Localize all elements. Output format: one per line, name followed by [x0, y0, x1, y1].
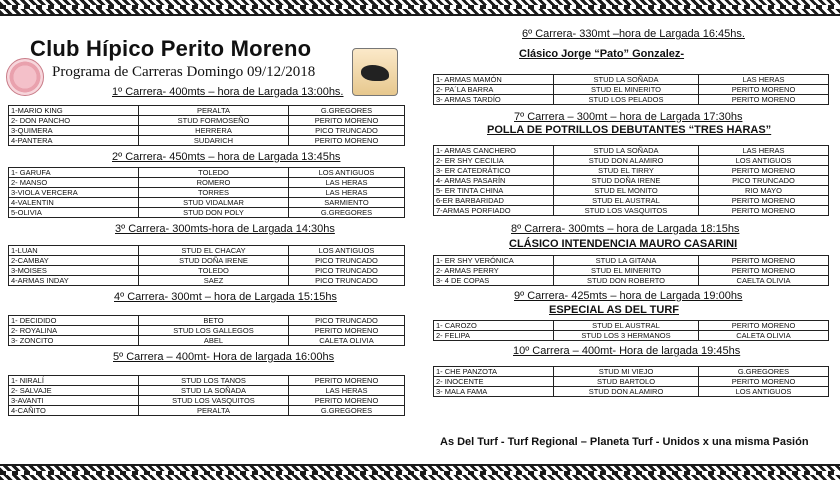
stud-name: HERRERA	[139, 126, 289, 136]
table-row	[9, 246, 405, 256]
horse-name: 2- DON PANCHO	[9, 116, 139, 126]
origin-city: LAS HERAS	[699, 146, 829, 156]
horse-name: 1- GARUFA	[9, 168, 139, 178]
origin-city: PICO TRUNCADO	[699, 176, 829, 186]
table-row	[9, 336, 405, 346]
race-1-table	[8, 105, 405, 146]
stud-name: STUD EL MONITO	[554, 186, 699, 196]
origin-city: CALETA OLIVIA	[289, 336, 405, 346]
origin-city: G.GREGORES	[289, 406, 405, 416]
race-7-heading: 7º Carrera – 300mt – hora de Largada 17:30hs	[514, 111, 743, 123]
table-row	[9, 198, 405, 208]
stud-name: STUD EL AUSTRAL	[554, 321, 699, 331]
table-row	[434, 387, 829, 397]
table-row	[9, 126, 405, 136]
race-10-table	[433, 366, 829, 397]
horse-name: 1- ER SHY VERÓNICA	[434, 256, 554, 266]
table-row	[9, 396, 405, 406]
table-row	[434, 146, 829, 156]
race-10-heading: 10º Carrera – 400mt- Hora de largada 19:45hs	[513, 345, 741, 357]
table-row	[9, 136, 405, 146]
table-row	[434, 166, 829, 176]
race-5-table	[8, 375, 405, 416]
table-row	[434, 266, 829, 276]
horse-name: 6-ER BARBARIDAD	[434, 196, 554, 206]
origin-city: PICO TRUNCADO	[289, 266, 405, 276]
origin-city: LAS HERAS	[289, 178, 405, 188]
race-2-heading: 2º Carrera- 450mts – hora de Largada 13:45hs	[112, 151, 341, 163]
table-row	[9, 386, 405, 396]
stud-name: SAEZ	[139, 276, 289, 286]
horse-name: 1-MARIO KING	[9, 106, 139, 116]
stud-name: STUD VIDALMAR	[139, 198, 289, 208]
horse-name: 3-MOISES	[9, 266, 139, 276]
origin-city: PICO TRUNCADO	[289, 126, 405, 136]
origin-city: LOS ANTIGUOS	[289, 246, 405, 256]
horse-name: 3- ZONCITO	[9, 336, 139, 346]
table-row	[434, 75, 829, 85]
origin-city: LAS HERAS	[289, 386, 405, 396]
origin-city: LAS HERAS	[699, 75, 829, 85]
horse-name: 1-LUAN	[9, 246, 139, 256]
table-row	[434, 85, 829, 95]
origin-city: PERITO MORENO	[289, 396, 405, 406]
horse-name: 3-VIOLA VERCERA	[9, 188, 139, 198]
stud-name: STUD LOS TANOS	[139, 376, 289, 386]
origin-city: PERITO MORENO	[699, 85, 829, 95]
origin-city: PICO TRUNCADO	[289, 276, 405, 286]
footer-tagline: As Del Turf - Turf Regional – Planeta Turf - Unidos x una misma Pasión	[440, 436, 809, 448]
race-5-heading: 5º Carrera – 400mt- Hora de largada 16:00hs	[113, 351, 335, 363]
race-7-title: POLLA DE POTRILLOS DEBUTANTES “TRES HARAS”	[487, 124, 772, 136]
table-row	[434, 196, 829, 206]
origin-city: PERITO MORENO	[699, 166, 829, 176]
origin-city: PERITO MORENO	[289, 376, 405, 386]
origin-city: PICO TRUNCADO	[289, 316, 405, 326]
horse-icon	[361, 65, 389, 81]
race-4-table	[8, 315, 405, 346]
horse-name: 2- ROYALINA	[9, 326, 139, 336]
table-row	[9, 188, 405, 198]
stud-name: STUD LOS VASQUITOS	[554, 206, 699, 216]
horse-name: 1- CAROZO	[434, 321, 554, 331]
stud-name: STUD DOÑA IRENE	[139, 256, 289, 266]
origin-city: SARMIENTO	[289, 198, 405, 208]
origin-city: PICO TRUNCADO	[289, 256, 405, 266]
horse-name: 3- ER CATEDRÁTICO	[434, 166, 554, 176]
horse-name: 2- INOCENTE	[434, 377, 554, 387]
stud-name: STUD EL AUSTRAL	[554, 196, 699, 206]
club-title: Club Hípico Perito Moreno	[30, 36, 312, 61]
stud-name: STUD LOS GALLEGOS	[139, 326, 289, 336]
table-row	[434, 206, 829, 216]
horse-name: 3- 4 DE COPAS	[434, 276, 554, 286]
horse-name: 2-CAMBAY	[9, 256, 139, 266]
race-6-table	[433, 74, 829, 105]
stud-name: STUD LA SOÑADA	[554, 75, 699, 85]
stud-name: STUD LOS VASQUITOS	[139, 396, 289, 406]
horse-name: 1- DECIDIDO	[9, 316, 139, 326]
table-row	[9, 178, 405, 188]
horse-name: 4-CAÑITO	[9, 406, 139, 416]
table-row	[9, 316, 405, 326]
origin-city: PERITO MORENO	[699, 321, 829, 331]
table-row	[434, 331, 829, 341]
table-row	[9, 106, 405, 116]
horse-name: 4-PANTERA	[9, 136, 139, 146]
table-row	[9, 256, 405, 266]
table-row	[9, 276, 405, 286]
origin-city: PERITO MORENO	[699, 206, 829, 216]
horse-name: 4-VALENTIN	[9, 198, 139, 208]
origin-city: LAS HERAS	[289, 188, 405, 198]
stud-name: STUD LOS PELADOS	[554, 95, 699, 105]
table-row	[9, 326, 405, 336]
stud-name: STUD DON POLY	[139, 208, 289, 218]
horse-name: 2- PA´LA BARRA	[434, 85, 554, 95]
decorative-bottom-border	[0, 464, 840, 480]
stud-name: STUD LA SOÑADA	[554, 146, 699, 156]
horse-name: 1- ARMAS CANCHERO	[434, 146, 554, 156]
horse-name: 3-AVANTI	[9, 396, 139, 406]
origin-city: PERITO MORENO	[289, 116, 405, 126]
race-9-table	[433, 320, 829, 341]
table-row	[434, 95, 829, 105]
stud-name: STUD DON ALAMIRO	[554, 156, 699, 166]
table-row	[434, 276, 829, 286]
stud-name: STUD DON ROBERTO	[554, 276, 699, 286]
origin-city: PERITO MORENO	[699, 377, 829, 387]
table-row	[434, 321, 829, 331]
stud-name: SUDARICH	[139, 136, 289, 146]
horse-name: 2- ARMAS PERRY	[434, 266, 554, 276]
origin-city: LOS ANTIGUOS	[699, 156, 829, 166]
horse-name: 5-OLIVIA	[9, 208, 139, 218]
table-row	[434, 176, 829, 186]
origin-city: CAELTA OLIVIA	[699, 276, 829, 286]
stud-name: STUD LA GITANA	[554, 256, 699, 266]
race-9-title: ESPECIAL AS DEL TURF	[549, 304, 679, 316]
table-row	[9, 168, 405, 178]
stud-name: STUD DON ALAMIRO	[554, 387, 699, 397]
origin-city: G.GREGORES	[289, 208, 405, 218]
horse-name: 3- MALA FAMA	[434, 387, 554, 397]
origin-city: PERITO MORENO	[699, 256, 829, 266]
stud-name: BETO	[139, 316, 289, 326]
origin-city: PERITO MORENO	[699, 95, 829, 105]
race-8-title: CLÁSICO INTENDENCIA MAURO CASARINI	[509, 238, 738, 250]
horse-name: 3- ARMAS TARDÍO	[434, 95, 554, 105]
race-9-heading: 9º Carrera- 425mts – hora de Largada 19:00hs	[514, 290, 743, 302]
origin-city: LOS ANTIGUOS	[289, 168, 405, 178]
stud-name: STUD LOS 3 HERMANOS	[554, 331, 699, 341]
horse-name: 4-ARMAS INDAY	[9, 276, 139, 286]
stud-name: TOLEDO	[139, 168, 289, 178]
origin-city: G.GREGORES	[699, 367, 829, 377]
race-8-heading: 8º Carrera- 300mts – hora de Largada 18:15hs	[511, 223, 740, 235]
table-row	[9, 208, 405, 218]
horse-name: 2- ER SHY CECILIA	[434, 156, 554, 166]
table-row	[434, 186, 829, 196]
table-row	[434, 256, 829, 266]
race-6-title: Clásico Jorge “Pato” Gonzalez-	[519, 48, 685, 60]
horse-name: 1- NIRALÍ	[9, 376, 139, 386]
race-8-table	[433, 255, 829, 286]
horse-name: 5- ER TINTA CHINA	[434, 186, 554, 196]
table-row	[9, 266, 405, 276]
stud-name: STUD EL MINERITO	[554, 85, 699, 95]
club-seal-logo	[6, 58, 44, 96]
horse-name: 2- SALVAJE	[9, 386, 139, 396]
table-row	[434, 156, 829, 166]
table-row	[9, 406, 405, 416]
stud-name: STUD EL TIRRY	[554, 166, 699, 176]
origin-city: PERITO MORENO	[699, 266, 829, 276]
horse-name: 2- FELIPA	[434, 331, 554, 341]
race-6-heading: 6º Carrera- 330mt –hora de Largada 16:45hs.	[522, 28, 745, 40]
stud-name: STUD DOÑA IRENE	[554, 176, 699, 186]
table-row	[9, 376, 405, 386]
stud-name: TOLEDO	[139, 266, 289, 276]
table-row	[434, 377, 829, 387]
race-3-heading: 3º Carrera- 300mts-hora de Largada 14:30hs	[115, 223, 335, 235]
decorative-top-border	[0, 0, 840, 16]
program-subtitle: Programa de Carreras Domingo 09/12/2018	[52, 64, 316, 80]
horse-name: 7-ARMAS PORFIADO	[434, 206, 554, 216]
stud-name: STUD MI VIEJO	[554, 367, 699, 377]
origin-city: PERITO MORENO	[699, 196, 829, 206]
stud-name: ABEL	[139, 336, 289, 346]
origin-city: LOS ANTIGUOS	[699, 387, 829, 397]
stud-name: PERALTA	[139, 106, 289, 116]
race-4-heading: 4º Carrera- 300mt – hora de Largada 15:15hs	[114, 291, 337, 303]
stud-name: ROMERO	[139, 178, 289, 188]
race-7-table	[433, 145, 829, 216]
horse-name: 1- ARMAS MAMÓN	[434, 75, 554, 85]
horse-name: 3-QUIMERA	[9, 126, 139, 136]
stud-name: STUD BARTOLO	[554, 377, 699, 387]
stud-name: TORRES	[139, 188, 289, 198]
origin-city: RIO MAYO	[699, 186, 829, 196]
horse-name: 2- MANSO	[9, 178, 139, 188]
race-1-heading: 1º Carrera- 400mts – hora de Largada 13:00hs.	[112, 86, 344, 98]
horse-name: 1- CHE PANZOTA	[434, 367, 554, 377]
horse-name: 4- ARMAS PASARÍN	[434, 176, 554, 186]
stud-name: STUD EL MINERITO	[554, 266, 699, 276]
stud-name: PERALTA	[139, 406, 289, 416]
stud-name: STUD FORMOSEÑO	[139, 116, 289, 126]
stud-name: STUD LA SOÑADA	[139, 386, 289, 396]
race-2-table	[8, 167, 405, 218]
origin-city: PERITO MORENO	[289, 136, 405, 146]
race-3-table	[8, 245, 405, 286]
stud-name: STUD EL CHACAY	[139, 246, 289, 256]
origin-city: PERITO MORENO	[289, 326, 405, 336]
table-row	[434, 367, 829, 377]
origin-city: CALETA OLIVIA	[699, 331, 829, 341]
origin-city: G.GREGORES	[289, 106, 405, 116]
table-row	[9, 116, 405, 126]
